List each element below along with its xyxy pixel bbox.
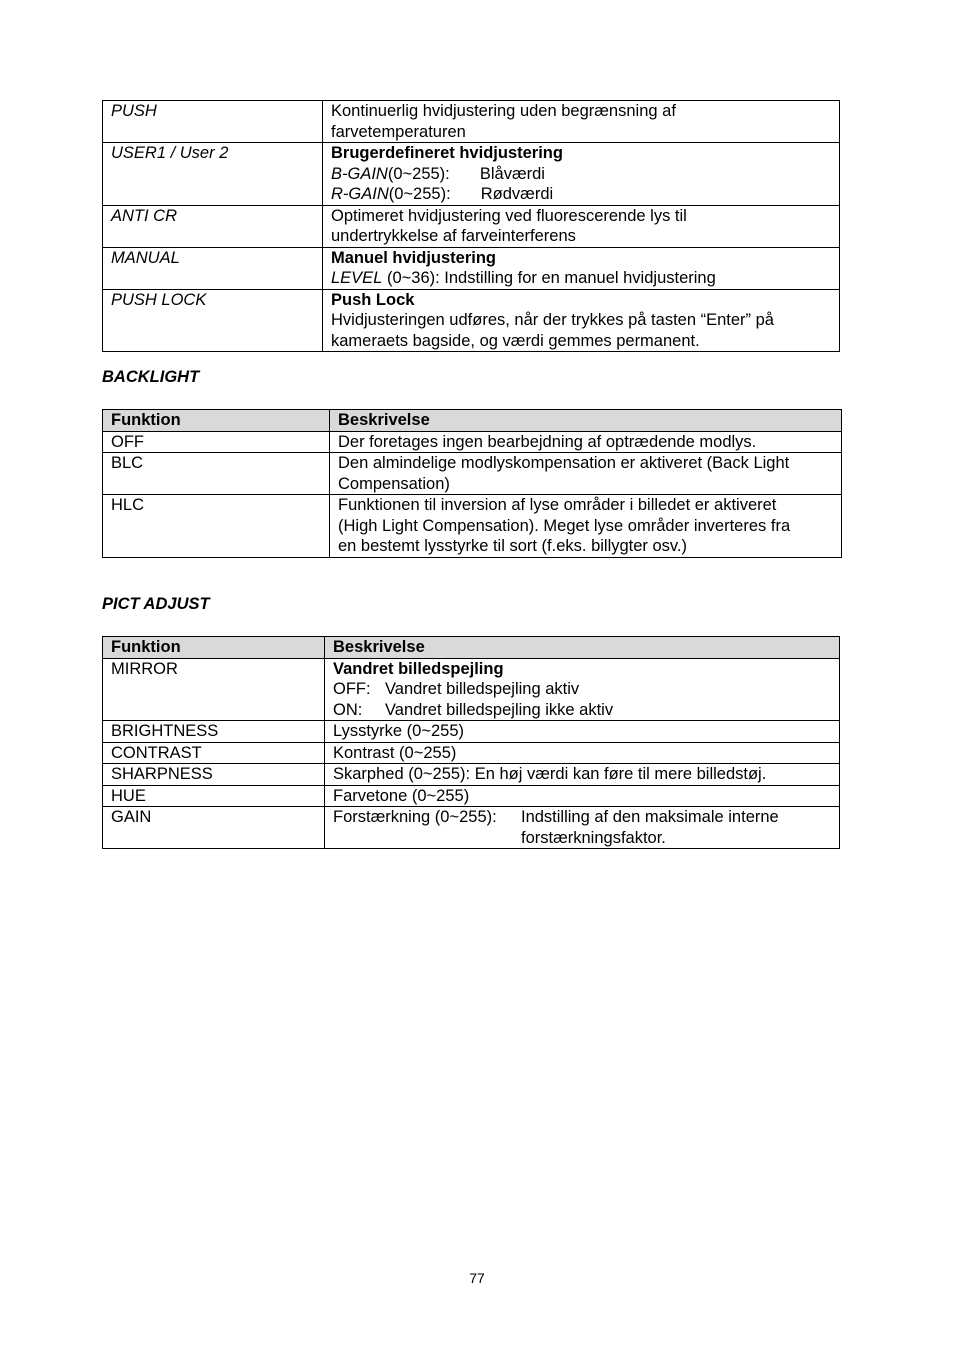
table-row <box>103 658 840 721</box>
function-cell: BLC <box>103 453 330 495</box>
description-cell: Der foretages ingen bearbejdning af optrædende modlys. <box>330 431 842 453</box>
table-row <box>103 205 840 247</box>
function-cell: MANUAL <box>103 247 323 289</box>
table-header-row <box>103 410 842 432</box>
table-row <box>103 431 842 453</box>
description-cell: Push Lock Hvidjusteringen udføres, når der trykkes på tasten “Enter” på kameraets bagside, og værdi gemmes permanent. <box>323 289 840 352</box>
description-cell: Optimeret hvidjustering ved fluorescerende lys til undertrykkelse af farveinterferens <box>323 205 840 247</box>
table-header-row <box>103 637 840 659</box>
function-cell: HUE <box>103 785 325 807</box>
description-cell: Kontrast (0~255) <box>325 742 840 764</box>
table-row <box>103 721 840 743</box>
function-cell: HLC <box>103 495 330 558</box>
description-cell: Manuel hvidjustering LEVEL (0~36): Indstilling for en manuel hvidjustering <box>323 247 840 289</box>
function-cell: ANTI CR <box>103 205 323 247</box>
pict-adjust-heading: PICT ADJUST <box>102 595 210 613</box>
function-cell: OFF <box>103 431 330 453</box>
column-header-description: Beskrivelse <box>330 410 842 432</box>
table-row <box>103 807 840 849</box>
description-cell: Kontinuerlig hvidjustering uden begrænsning af farvetemperaturen <box>323 101 840 143</box>
backlight-table <box>102 409 842 558</box>
description-cell: Skarphed (0~255): En høj værdi kan føre til mere billedstøj. <box>325 764 840 786</box>
table-row <box>103 247 840 289</box>
table-row <box>103 742 840 764</box>
table-row <box>103 764 840 786</box>
column-header-function: Funktion <box>103 410 330 432</box>
white-balance-table <box>102 100 840 352</box>
column-header-function: Funktion <box>103 637 325 659</box>
function-cell: USER1 / User 2 <box>103 143 323 206</box>
table-row <box>103 785 840 807</box>
pict-adjust-table <box>102 636 840 849</box>
description-cell: Brugerdefineret hvidjustering B-GAIN(0~255): Blåværdi R-GAIN(0~255): Rødværdi <box>323 143 840 206</box>
description-cell: Funktionen til inversion af lyse områder i billedet er aktiveret (High Light Compensation). Meget lyse områder inverteres fra en bestemt lysstyrke til sort (f.eks. billygter osv.) <box>330 495 842 558</box>
page-number: 77 <box>469 1270 485 1286</box>
function-cell: PUSH <box>103 101 323 143</box>
table-row <box>103 453 842 495</box>
table-row <box>103 101 840 143</box>
function-cell: BRIGHTNESS <box>103 721 325 743</box>
function-cell: MIRROR <box>103 658 325 721</box>
column-header-description: Beskrivelse <box>325 637 840 659</box>
description-cell: Forstærkning (0~255): Indstilling af den maksimale interne forstærkningsfaktor. <box>325 807 840 849</box>
function-cell: PUSH LOCK <box>103 289 323 352</box>
description-cell: Den almindelige modlyskompensation er aktiveret (Back Light Compensation) <box>330 453 842 495</box>
table-row <box>103 495 842 558</box>
function-cell: CONTRAST <box>103 742 325 764</box>
description-cell: Farvetone (0~255) <box>325 785 840 807</box>
table-row <box>103 143 840 206</box>
table-row <box>103 289 840 352</box>
function-cell: GAIN <box>103 807 325 849</box>
backlight-heading: BACKLIGHT <box>102 368 200 386</box>
function-cell: SHARPNESS <box>103 764 325 786</box>
description-cell: Lysstyrke (0~255) <box>325 721 840 743</box>
description-cell: Vandret billedspejling OFF: Vandret billedspejling aktiv ON: Vandret billedspejling ikke aktiv <box>325 658 840 721</box>
